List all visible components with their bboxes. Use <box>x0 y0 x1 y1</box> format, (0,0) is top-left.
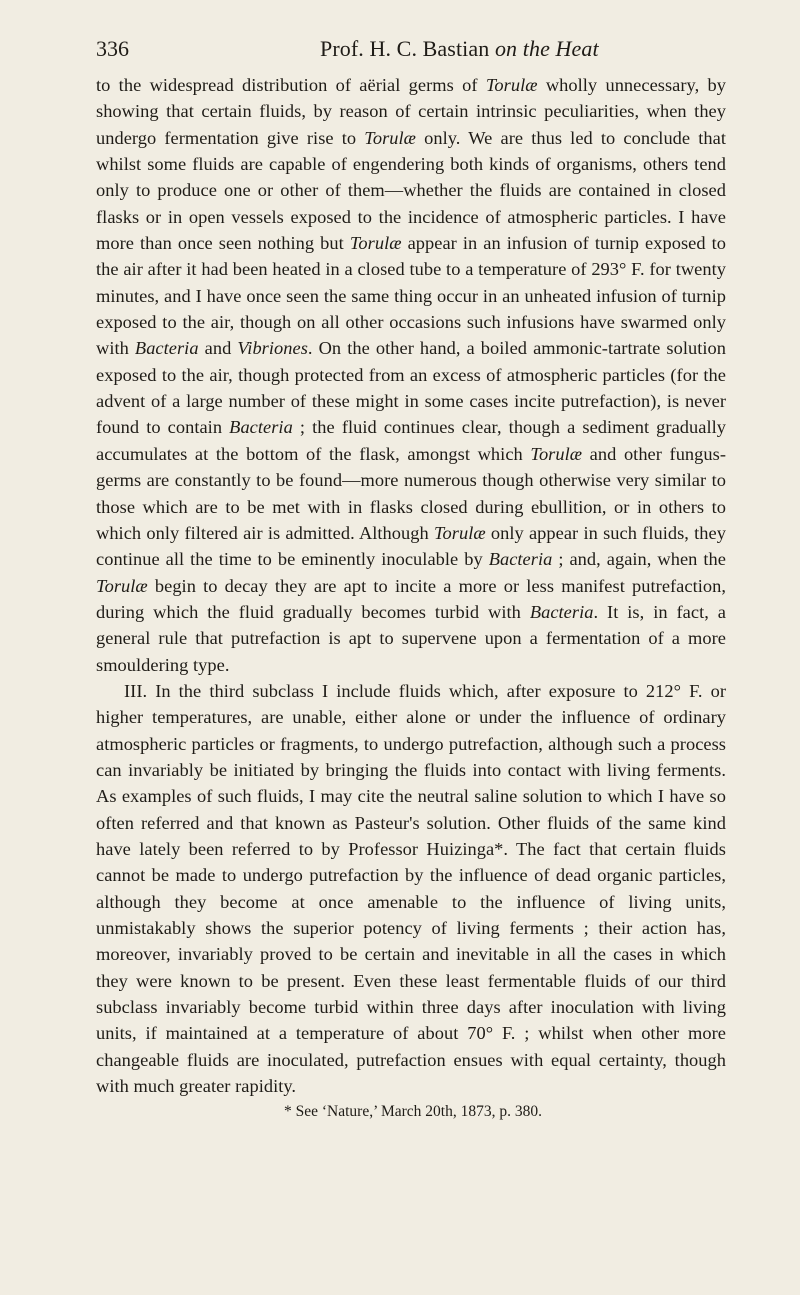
italic-term: Torulæ <box>96 575 148 596</box>
italic-term: Torulæ <box>530 443 583 464</box>
italic-term: Torulæ <box>349 233 402 254</box>
italic-term: Bacteria <box>529 601 594 622</box>
italic-term: Torulæ <box>364 127 416 148</box>
running-title-subject: on the Heat <box>494 36 599 61</box>
footnote: * See ‘Nature,’ March 20th, 1873, p. 380. <box>284 1103 542 1121</box>
text-segment: begin to decay they are apt to incite a more or less manifest putrefaction, during which the fluid gradually becomes turbid with <box>96 575 726 622</box>
running-title-author: Prof. H. C. Bastian <box>320 36 490 61</box>
italic-term: Vibriones <box>237 338 308 359</box>
paragraph-1 <box>96 72 726 678</box>
text-segment: to the widespread distribution of aërial germs of <box>96 75 486 95</box>
italic-term: Bacteria <box>229 417 293 438</box>
running-head <box>96 34 726 64</box>
text-segment: ; and, again, when the <box>552 549 726 570</box>
text-segment: ; the fluid continues clear, though a sediment gradually accumulates at the bottom of the flask, amongst which <box>96 417 726 464</box>
text-segment: . On the other hand, a boiled ammonic-tartrate solution exposed to the air, though protected from an excess of atmospheric particles (for the advent of a large number of these might in some cases incite putrefaction), is never found to contain <box>96 338 726 438</box>
text-segment: only appear in such fluids, they continue all the time to be eminently inoculable by <box>96 522 726 570</box>
running-title <box>320 34 599 64</box>
text-segment: only. We are thus led to conclude that whilst some fluids are capable of engendering both kinds of organisms, others tend only to produce one or other of them—whether the fluids are contained in closed flasks or in open vessels exposed to the incidence of atmospheric particles. I have more than once seen nothing but <box>96 127 726 254</box>
text-segment: and <box>198 338 238 359</box>
text-segment: . It is, in fact, a general rule that putrefaction is apt to supervene upon a fermentation of a more smouldering type. <box>96 601 726 675</box>
italic-term: Torulæ <box>433 522 486 543</box>
text-segment: appear in an infusion of turnip exposed to the air after it had been heated in a closed tube to a temperature of 293° F. for twenty minutes, and I have once seen the same thing occur in an unheated infusion of turnip exposed to the air, though on all other occasions such infusions have swarmed only with <box>96 233 727 359</box>
text-segment: wholly unnecessary, by showing that certain fluids, by reason of certain intrinsic peculiarities, when they undergo fermentation give rise to <box>96 75 726 148</box>
page-number: 336 <box>96 36 129 61</box>
text-segment: and other fungus-germs are constantly to be found—more numerous though otherwise very similar to those which are to be met with in flasks closed during ebullition, or in others to which only filtered air is admitted. Although <box>96 443 726 543</box>
italic-term: Bacteria <box>488 549 553 570</box>
body-text <box>96 72 726 1099</box>
italic-term: Torulæ <box>485 75 538 95</box>
italic-term: Bacteria <box>134 338 199 359</box>
paragraph-2: III. In the third subclass I include fluids which, after exposure to 212° F. or higher temperatures, are unable, either alone or under the influence of ordinary atmospheric particles or fragments, to undergo putrefaction, although such a process can invariably be initiated by bringing the fluids into contact with living ferments. As examples of such fluids, I may cite the neutral saline solution to which I have so often referred and that known as Pasteur's solution. Other fluids of the same kind have lately been referred to by Professor Huizinga*. The fact that certain fluids cannot be made to undergo putrefaction by the influence of dead organic particles, although they become at once amenable to the influence of living units, unmistakably shows the superior potency of living ferments ; their action has, moreover, invariably proved to be certain and inevitable in all the cases in which they were known to be present. Even these least fermentable fluids of our third subclass invariably become turbid within three days after inoculation with living units, if maintained at a temperature of about 70° F. ; whilst when other more changeable fluids are inoculated, putrefaction ensues with equal certainty, though with much greater rapidity. <box>96 680 726 1097</box>
